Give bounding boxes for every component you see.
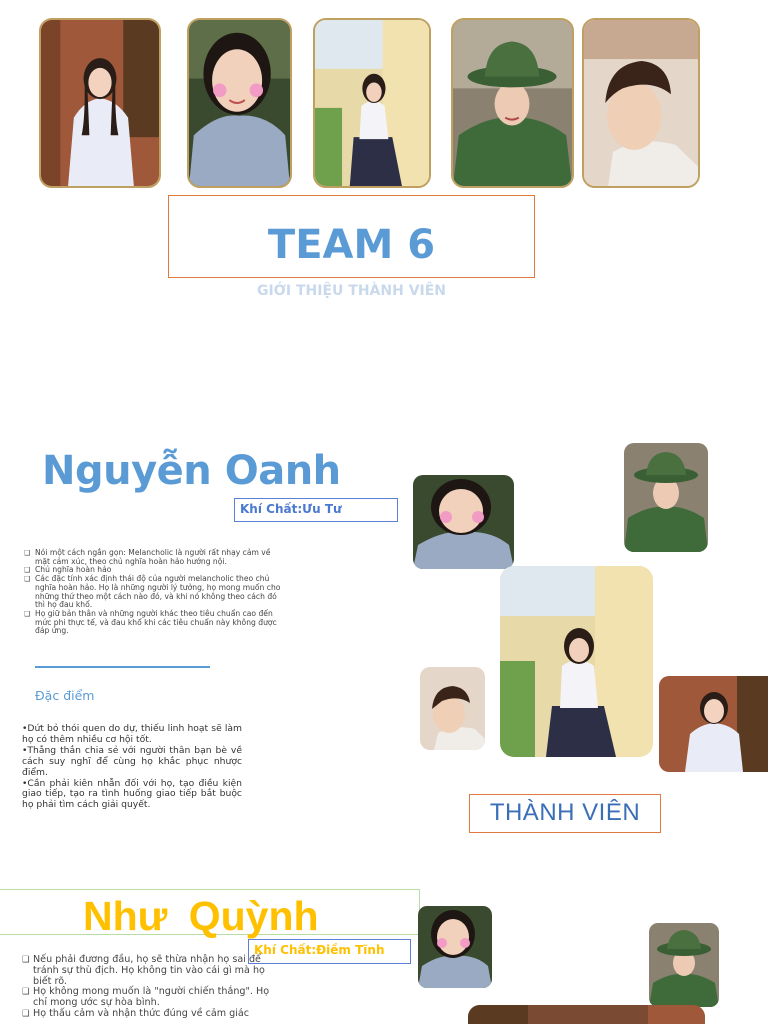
page-subtitle: GIỚI THIỆU THÀNH VIÊN [256, 283, 447, 299]
girl-ao-dai-photo [659, 676, 768, 772]
feature-item: •Thẳng thắn chia sẻ với người thân bạn bè về cách suy nghĩ để cùng họ khắc phục nhược điểm. [22, 744, 242, 778]
list-item: ❑ Nếu phải đương đầu, họ sẽ thừa nhận họ sai để tránh sự thù địch. Họ không tin vào cái gì mà họ biết rõ. [22, 955, 272, 987]
girl-green-hat-photo [451, 18, 574, 188]
page-title: TEAM 6 [267, 222, 436, 268]
members-label: THÀNH VIÊN [489, 799, 641, 826]
feature-list [22, 724, 242, 811]
list-item: ❑ Họ thấu cảm và nhận thức đúng về cảm giác [22, 1009, 272, 1020]
girl-ao-dai-photo [39, 18, 161, 188]
divider [35, 666, 210, 668]
temperament-label: Khí Chất:Ưu Tư [240, 502, 342, 516]
temperament-badge-oanh [234, 498, 398, 522]
girl-smiling-selfie-photo [413, 475, 514, 569]
temperament-label: Khí Chất:Điềm Tĩnh [254, 943, 385, 957]
member-name-oanh: Nguyễn Oanh [42, 448, 341, 494]
temperament-badge-quynh [248, 939, 411, 964]
girl-smiling-selfie-photo [418, 906, 492, 988]
melancholic-bullet-list [24, 549, 282, 636]
feature-item: •Cần phải kiên nhẫn đối với họ, tạo điều kiện giao tiếp, tạo ra tình huống giao tiếp bắt buộc họ phải tìm cách giải quyết. [22, 777, 242, 811]
list-item: ❑ Họ giữ bản thân và những người khác theo tiêu chuẩn cao đến mức phi thực tế, và đau khổ khi các tiêu chuẩn này không được đáp ứng. [24, 610, 282, 636]
girl-green-hat-photo [624, 443, 708, 552]
girl-ao-dai-photo [468, 1005, 705, 1024]
list-item: ❑ Nói một cách ngắn gọn: Melancholic là người rất nhạy cảm về mặt cảm xúc, theo chủ nghĩa hoàn hảo hướng nội. [24, 549, 282, 566]
list-item: ❑ Các đặc tính xác định thái độ của người melancholic theo chủ nghĩa hoàn hảo. Họ là những người lý tưởng, họ mong muốn cho những thứ theo một cách nào đó, và khi nó không theo cách đó thì họ đau khổ. [24, 575, 282, 610]
girl-school-uniform-photo [500, 566, 653, 757]
feature-item: •Dứt bỏ thói quen do dự, thiếu linh hoạt sẽ làm họ có thêm nhiều cơ hội tốt. [22, 723, 242, 745]
girl-school-uniform-photo [313, 18, 431, 188]
phlegmatic-bullet-list [22, 955, 272, 1020]
girl-green-hat-photo [649, 923, 719, 1007]
list-item: ❑ Họ không mong muốn là "người chiến thắng". Họ chỉ mong ước sự hòa bình. [22, 987, 272, 1009]
girl-smiling-selfie-photo [187, 18, 292, 188]
boy-photo [420, 667, 485, 750]
boy-photo [582, 18, 700, 188]
list-item: ❑ Chủ nghĩa hoàn hảo [24, 566, 282, 575]
feature-heading: Đặc điểm [35, 688, 95, 703]
member-name-quynh: Như Quỳnh [83, 893, 319, 939]
